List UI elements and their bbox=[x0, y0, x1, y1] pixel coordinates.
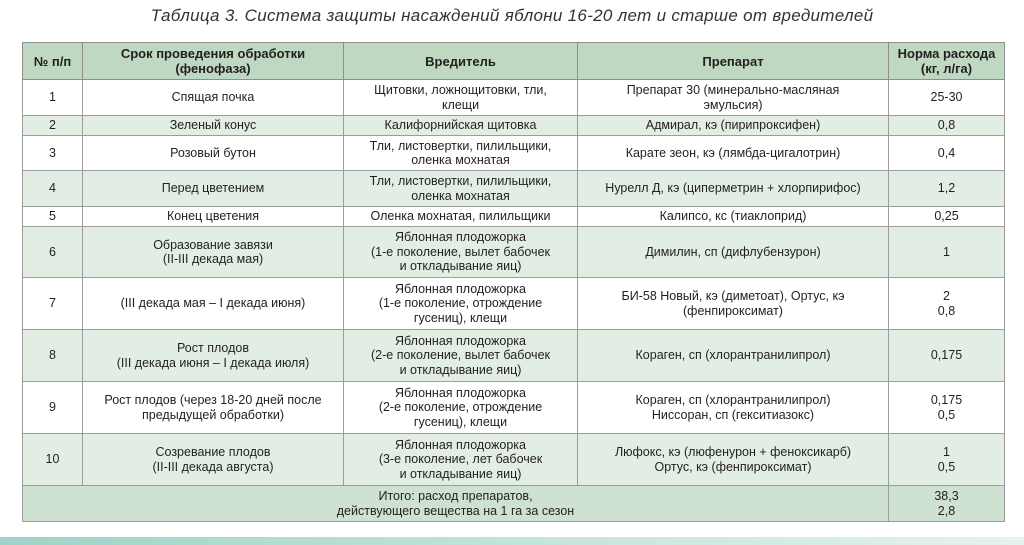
cell-rate-line: 0,8 bbox=[937, 303, 956, 318]
cell-pest bbox=[344, 227, 578, 278]
total-rate-line: 38,3 bbox=[934, 489, 959, 503]
cell-product bbox=[578, 136, 889, 171]
table-row bbox=[23, 207, 1005, 227]
cell-product bbox=[578, 80, 889, 116]
cell-rate-line: 1 bbox=[943, 445, 950, 459]
cell-pest-line: (2-е поколение, отрождение bbox=[378, 400, 543, 415]
header-product: Препарат bbox=[578, 43, 889, 80]
cell-product bbox=[578, 382, 889, 434]
cell-rate-line: 1,2 bbox=[937, 181, 956, 196]
cell-product-line: эмульсия) bbox=[703, 97, 763, 112]
cell-pest-line: Яблонная плодожорка bbox=[395, 385, 526, 400]
cell-period-line: Рост плодов (через 18-20 дней после bbox=[104, 393, 322, 407]
cell-period bbox=[83, 330, 344, 382]
cell-period-line: Конец цветения bbox=[166, 209, 260, 224]
cell-period-line: Созревание плодов bbox=[155, 445, 271, 459]
cell-product-line: Кораген, сп (хлорантранилипрол) bbox=[635, 348, 831, 363]
cell-product-line: Димилин, сп (дифлубензурон) bbox=[645, 244, 821, 259]
cell-product-line: Адмирал, кэ (пирипроксифен) bbox=[645, 118, 821, 133]
cell-product-line: Кораген, сп (хлорантранилипрол) bbox=[635, 393, 831, 407]
cell-rate-line: 0,175 bbox=[930, 348, 963, 363]
table-row bbox=[23, 434, 1005, 486]
total-label-line: действующего вещества на 1 га за сезон bbox=[336, 503, 575, 518]
total-row bbox=[23, 486, 1005, 522]
cell-rate bbox=[889, 171, 1005, 207]
cell-rate bbox=[889, 116, 1005, 136]
cell-num: 4 bbox=[23, 171, 83, 207]
cell-rate-line: 0,25 bbox=[934, 209, 959, 224]
cell-pest bbox=[344, 171, 578, 207]
header-period-line: Срок проведения обработки bbox=[120, 46, 306, 61]
table-row bbox=[23, 80, 1005, 116]
cell-period bbox=[83, 278, 344, 330]
header-period bbox=[83, 43, 344, 80]
table-row bbox=[23, 116, 1005, 136]
cell-pest bbox=[344, 207, 578, 227]
cell-product-line: Препарат 30 (минерально-масляная bbox=[626, 83, 840, 97]
cell-rate bbox=[889, 382, 1005, 434]
header-pest: Вредитель bbox=[344, 43, 578, 80]
cell-product bbox=[578, 434, 889, 486]
cell-period bbox=[83, 80, 344, 116]
total-rate-line: 2,8 bbox=[937, 503, 956, 518]
cell-product bbox=[578, 116, 889, 136]
table-row bbox=[23, 382, 1005, 434]
cell-pest-line: Калифорнийская щитовка bbox=[384, 118, 537, 133]
cell-pest-line: оленка мохнатая bbox=[411, 188, 510, 203]
cell-pest-line: Яблонная плодожорка bbox=[395, 230, 526, 245]
cell-pest-line: и откладывание яиц) bbox=[399, 259, 522, 274]
cell-product-line: Калипсо, кс (тиаклоприд) bbox=[659, 209, 807, 224]
cell-period-line: (III декада июня – I декада июля) bbox=[116, 355, 310, 370]
table-row bbox=[23, 136, 1005, 171]
cell-pest bbox=[344, 80, 578, 116]
cell-pest bbox=[344, 136, 578, 171]
table-title: Таблица 3. Система защиты насаждений яблони 16-20 лет и старше от вредителей bbox=[150, 6, 874, 25]
table-header-row bbox=[23, 43, 1005, 80]
header-rate-line: (кг, л/га) bbox=[920, 61, 973, 76]
cell-product-line: (фенпироксимат) bbox=[683, 303, 783, 318]
cell-period bbox=[83, 207, 344, 227]
cell-pest-line: гусениц), клещи bbox=[413, 414, 508, 429]
cell-period bbox=[83, 136, 344, 171]
pest-protection-table bbox=[22, 42, 1005, 522]
cell-period-line: Зеленый конус bbox=[169, 118, 257, 133]
cell-pest-line: Яблонная плодожорка bbox=[395, 281, 526, 296]
cell-pest-line: (2-е поколение, вылет бабочек bbox=[371, 348, 550, 363]
cell-rate-line: 0,5 bbox=[937, 459, 956, 474]
cell-num: 3 bbox=[23, 136, 83, 171]
cell-period-line: Рост плодов bbox=[177, 341, 249, 355]
cell-num: 8 bbox=[23, 330, 83, 382]
cell-period bbox=[83, 116, 344, 136]
cell-pest-line: гусениц), клещи bbox=[413, 310, 508, 325]
cell-pest-line: и откладывание яиц) bbox=[399, 362, 522, 377]
header-num: № п/п bbox=[23, 43, 83, 80]
cell-product bbox=[578, 330, 889, 382]
cell-rate bbox=[889, 330, 1005, 382]
cell-num: 6 bbox=[23, 227, 83, 278]
cell-rate bbox=[889, 434, 1005, 486]
cell-pest bbox=[344, 434, 578, 486]
cell-period-line: Образование завязи bbox=[153, 237, 273, 252]
table-row bbox=[23, 227, 1005, 278]
cell-period bbox=[83, 227, 344, 278]
cell-rate bbox=[889, 80, 1005, 116]
cell-pest-line: Яблонная плодожорка bbox=[395, 437, 526, 452]
cell-period-line: Спящая почка bbox=[171, 90, 255, 105]
cell-period-line: Перед цветением bbox=[161, 181, 265, 196]
cell-rate bbox=[889, 278, 1005, 330]
cell-pest bbox=[344, 330, 578, 382]
cell-pest bbox=[344, 382, 578, 434]
table-body bbox=[23, 80, 1005, 522]
cell-rate-line: 0,8 bbox=[937, 118, 956, 133]
cell-rate-line: 0,5 bbox=[937, 407, 956, 422]
cell-product bbox=[578, 171, 889, 207]
header-rate bbox=[889, 43, 1005, 80]
total-label bbox=[23, 486, 889, 522]
cell-period-line: (III декада мая – I декада июня) bbox=[120, 296, 306, 311]
cell-pest-line: клещи bbox=[441, 97, 480, 112]
cell-rate-line: 25-30 bbox=[930, 90, 963, 105]
cell-pest bbox=[344, 116, 578, 136]
cell-product-line: БИ-58 Новый, кэ (диметоат), Ортус, кэ bbox=[621, 289, 845, 303]
cell-num: 1 bbox=[23, 80, 83, 116]
table-row bbox=[23, 278, 1005, 330]
cell-product-line: Ортус, кэ (фенпироксимат) bbox=[654, 459, 812, 474]
cell-period bbox=[83, 171, 344, 207]
cell-pest-line: Щитовки, ложнощитовки, тли, bbox=[374, 83, 547, 97]
table-row bbox=[23, 171, 1005, 207]
cell-num: 7 bbox=[23, 278, 83, 330]
cell-pest-line: (1-е поколение, отрождение bbox=[378, 296, 543, 311]
cell-period-line: (II-III декада мая) bbox=[162, 252, 264, 266]
cell-rate bbox=[889, 136, 1005, 171]
cell-num: 5 bbox=[23, 207, 83, 227]
table-row bbox=[23, 330, 1005, 382]
cell-product-line: Ниссоран, сп (гекситиазокс) bbox=[651, 407, 815, 422]
cell-pest bbox=[344, 278, 578, 330]
cell-pest-line: (3-е поколение, лет бабочек bbox=[378, 452, 543, 467]
cell-product bbox=[578, 227, 889, 278]
cell-pest-line: оленка мохнатая bbox=[411, 153, 510, 167]
cell-period-line: (II-III декада августа) bbox=[152, 459, 274, 474]
cell-rate bbox=[889, 207, 1005, 227]
header-period-line: (фенофаза) bbox=[175, 61, 251, 76]
cell-rate bbox=[889, 227, 1005, 278]
cell-product bbox=[578, 278, 889, 330]
cell-rate-line: 2 bbox=[943, 289, 950, 303]
total-label-line: Итого: расход препаратов, bbox=[378, 489, 533, 503]
cell-period-line: предыдущей обработки) bbox=[142, 407, 284, 422]
cell-pest-line: Тли, листовертки, пилильщики, bbox=[369, 174, 552, 188]
cell-product-line: Нурелл Д, кэ (циперметрин + хлорпирифос) bbox=[605, 181, 861, 196]
cell-num: 2 bbox=[23, 116, 83, 136]
total-rate bbox=[889, 486, 1005, 522]
cell-rate-line: 0,175 bbox=[930, 393, 963, 407]
cell-num: 9 bbox=[23, 382, 83, 434]
decorative-bottom-strip bbox=[0, 537, 1024, 545]
cell-num: 10 bbox=[23, 434, 83, 486]
cell-product-line: Карате зеон, кэ (лямбда-цигалотрин) bbox=[625, 145, 841, 160]
cell-period bbox=[83, 382, 344, 434]
cell-product-line: Люфокс, кэ (люфенурон + феноксикарб) bbox=[614, 445, 852, 459]
cell-rate-line: 0,4 bbox=[937, 145, 956, 160]
cell-pest-line: и откладывание яиц) bbox=[399, 466, 522, 481]
cell-pest-line: Яблонная плодожорка bbox=[395, 333, 526, 348]
cell-pest-line: (1-е поколение, вылет бабочек bbox=[371, 244, 550, 259]
cell-pest-line: Тли, листовертки, пилильщики, bbox=[369, 138, 552, 153]
cell-pest-line: Оленка мохнатая, пилильщики bbox=[370, 209, 551, 224]
cell-rate-line: 1 bbox=[943, 244, 950, 259]
cell-product bbox=[578, 207, 889, 227]
cell-period-line: Розовый бутон bbox=[170, 145, 256, 160]
header-rate-line: Норма расхода bbox=[897, 46, 996, 61]
cell-period bbox=[83, 434, 344, 486]
